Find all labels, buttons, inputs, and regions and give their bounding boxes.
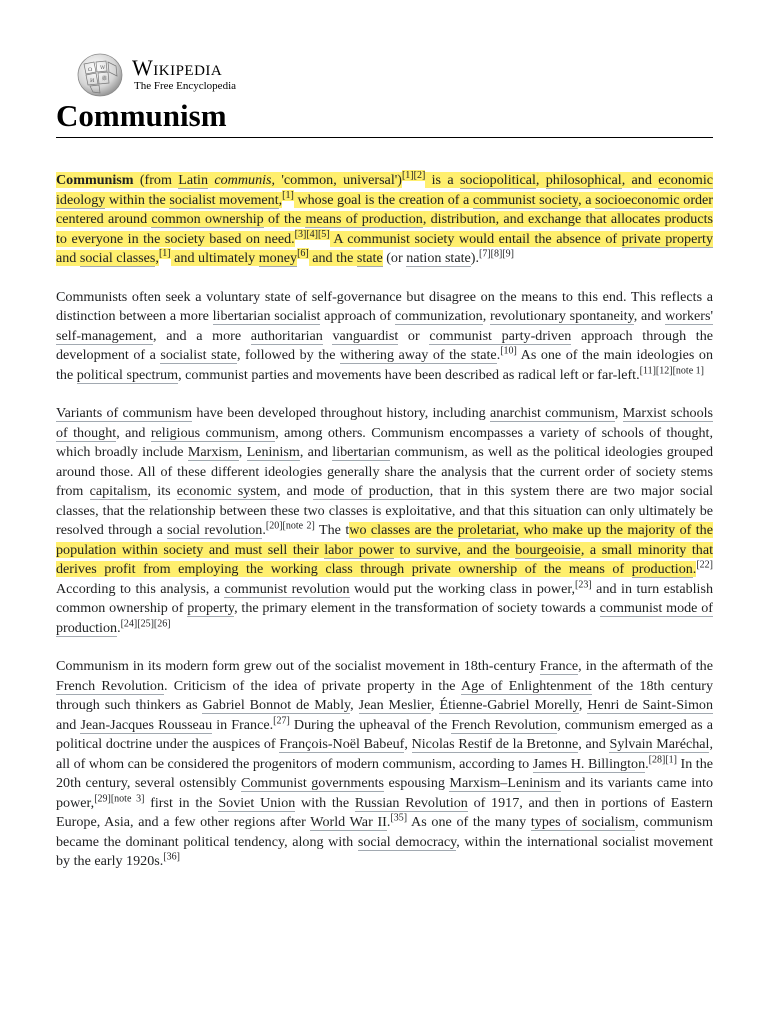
svg-text:И: И: [90, 78, 95, 84]
article-link[interactable]: socialist movement: [169, 191, 279, 208]
article-link[interactable]: labor power: [324, 541, 394, 558]
text-run: ,: [278, 191, 283, 208]
text-run: , and: [276, 483, 314, 499]
article-link[interactable]: communist revolution: [224, 580, 350, 597]
page-title: Communism: [56, 98, 227, 133]
citation[interactable]: [28][1]: [648, 753, 677, 765]
text-run: , and: [633, 308, 666, 324]
title-divider: [56, 137, 713, 138]
text-run: , in the aftermath of the: [578, 658, 713, 674]
article-link[interactable]: Étienne-Gabriel Morelly: [439, 697, 579, 713]
article-link[interactable]: Jean Meslier: [358, 697, 432, 713]
text-run: to survive, and the: [393, 541, 516, 558]
article-link[interactable]: economic: [658, 172, 714, 188]
text-run: communism, as well as the political ideologies grouped around those. All of these different ideologies generally share the analysis that the current order of society stems from: [56, 444, 714, 499]
article-link[interactable]: Henri de Saint-Simon: [587, 697, 714, 713]
text-run: , within the international socialist movement by the early 1920s.: [56, 833, 713, 869]
article-link[interactable]: workers' self-management: [56, 308, 714, 344]
text-run: have been developed throughout history, including: [192, 405, 490, 421]
text-run: wo classes are the: [349, 522, 458, 538]
text-run: of the 18th century through such thinkers as: [56, 677, 714, 713]
article-link[interactable]: types of socialism: [530, 814, 636, 830]
text-run: , followed by the: [236, 347, 341, 363]
article-link[interactable]: philosophical: [545, 172, 622, 188]
text-run: and ultimately: [170, 250, 259, 266]
text-run: within the: [105, 191, 170, 208]
article-link[interactable]: Latin: [178, 172, 209, 188]
text-run: , distribution, and exchange that allocates products to everyone in the society based on need.: [56, 211, 713, 247]
article-link[interactable]: Jean-Jacques Rousseau: [80, 716, 213, 733]
text-run: , that in this system there are two major social classes, that the relationship between these two classes is exploitative, and that this situation can only ultimately be resolved through a: [56, 483, 713, 538]
text-run: , communist parties and movements have been described as radical left or far-left.: [178, 366, 640, 383]
article-link[interactable]: communist society: [472, 191, 579, 208]
text-run: .: [386, 814, 391, 830]
text-run: or: [398, 327, 430, 344]
text-run: (from: [133, 172, 179, 188]
citation[interactable]: [11][12][note 1]: [639, 364, 704, 376]
article-link[interactable]: state: [356, 250, 383, 266]
text-run: is a: [425, 172, 460, 188]
paragraph-2: [56, 288, 713, 386]
svg-text:W: W: [100, 65, 106, 71]
citation[interactable]: [1][2]: [401, 170, 426, 182]
citation[interactable]: [29][note 3]: [94, 792, 145, 804]
article-link[interactable]: social classes: [79, 250, 156, 266]
text-run: , its: [147, 483, 177, 499]
text-run: .: [692, 561, 697, 577]
article-link[interactable]: communist mode of production: [56, 600, 713, 636]
article-link[interactable]: means of production: [305, 211, 423, 227]
article-link[interactable]: Age of Enlightenment: [461, 677, 592, 694]
svg-text:Ω: Ω: [88, 67, 93, 73]
text-run: order centered around: [56, 191, 714, 227]
paragraph-3: [56, 404, 713, 638]
article-link[interactable]: François-Noël Babeuf: [279, 736, 405, 752]
article-link[interactable]: property: [187, 600, 235, 616]
wikipedia-wordmark[interactable]: Wikipedia: [132, 55, 223, 80]
text-run: The t: [314, 522, 350, 538]
text-run: approach of: [320, 308, 396, 324]
text-run: , the primary element in the transformation of society towards a: [234, 600, 600, 616]
text-run: As one of the many: [407, 814, 531, 830]
text-run: whose goal is the creation of a: [293, 191, 473, 208]
citation[interactable]: [36]: [163, 851, 180, 863]
article-link[interactable]: communization: [395, 308, 483, 324]
bold-term: Communism: [56, 172, 134, 188]
text-run: ).: [470, 250, 479, 266]
article-link[interactable]: Communist governments: [240, 775, 385, 791]
article-link[interactable]: Nicolas Restif de la Bretonne: [411, 736, 579, 752]
text-run: , and: [299, 444, 333, 460]
article-link[interactable]: mode of production: [313, 483, 430, 499]
text-run: with the: [295, 794, 355, 811]
text-run: ,: [155, 250, 159, 266]
italic-term: communis: [214, 172, 272, 188]
text-run: .: [496, 347, 501, 363]
text-run: .: [645, 755, 649, 772]
article-link[interactable]: socialist state: [160, 347, 237, 363]
text-run: of 1917, and then in portions of Eastern Europe, Asia, and a few other regions after: [56, 794, 713, 830]
wikipedia-tagline: The Free Encyclopedia: [134, 80, 237, 92]
text-run: espousing: [384, 775, 450, 791]
article-link[interactable]: Russian Revolution: [354, 794, 468, 811]
article-link[interactable]: social revolution: [167, 522, 263, 538]
text-run: would put the working class in power,: [349, 580, 576, 597]
article-link[interactable]: anarchist communism: [490, 405, 615, 421]
article-link[interactable]: private property: [621, 230, 713, 247]
text-run: A communist society would entail the absence of: [329, 230, 622, 247]
citation[interactable]: [7][8][9]: [478, 248, 514, 260]
article-link[interactable]: withering away of the state: [340, 347, 497, 363]
article-link[interactable]: Marxism: [187, 444, 239, 460]
text-run: In the 20th century, several ostensibly: [56, 755, 713, 791]
article-link[interactable]: libertarian: [332, 444, 391, 460]
citation[interactable]: [35]: [390, 812, 408, 824]
text-run: in France.: [212, 716, 274, 733]
article-link[interactable]: Variants of communism: [56, 405, 193, 421]
citation[interactable]: [1]: [158, 248, 171, 260]
text-run: and its variants came into power,: [56, 775, 713, 811]
text-run: , communism became the dominant political tendency, along with: [56, 814, 714, 850]
text-run: . Criticism of the idea of private property in the: [164, 677, 461, 694]
article-link[interactable]: Sylvain Maréchal: [609, 736, 710, 752]
article-link[interactable]: French Revolution: [451, 716, 558, 733]
citation[interactable]: [22]: [696, 559, 713, 571]
text-run: and in turn establish common ownership of: [56, 580, 714, 616]
text-run: ,: [482, 308, 490, 324]
text-run: (or: [382, 250, 407, 266]
citation[interactable]: [27]: [273, 714, 290, 726]
article-link[interactable]: Soviet Union: [218, 794, 296, 811]
article-link[interactable]: World War II: [310, 814, 387, 830]
citation[interactable]: [23]: [575, 578, 592, 590]
article-link[interactable]: James H. Billington: [532, 755, 646, 772]
text-run: ,: [535, 172, 546, 188]
text-run: ,: [578, 697, 588, 713]
text-run: ,: [350, 697, 359, 713]
article-link[interactable]: authoritarian: [250, 327, 323, 344]
article-link[interactable]: religious communism: [150, 424, 276, 441]
article-link[interactable]: socioeconomic: [595, 191, 680, 208]
article-link[interactable]: social democracy: [357, 833, 457, 850]
article-link[interactable]: French Revolution: [56, 677, 165, 694]
citation[interactable]: [10]: [500, 345, 517, 357]
article-link[interactable]: communist party-driven: [429, 327, 572, 344]
citation[interactable]: [6]: [297, 248, 309, 260]
text-run: , and: [578, 736, 610, 752]
text-run: Communism in its modern form grew out of the socialist movement in 18th-century: [56, 658, 540, 674]
text-run: first in the: [144, 794, 219, 811]
text-run: approach through the development of a: [56, 327, 713, 363]
article-link[interactable]: ideology: [56, 191, 106, 208]
text-run: of the: [263, 211, 306, 227]
text-run: Communists often seek a voluntary state of self-governance but disagree on the means to this end. This reflects a distinction between a more: [56, 288, 713, 324]
article-link[interactable]: nation state: [406, 250, 471, 266]
article-link[interactable]: bourgeoisie: [515, 541, 581, 558]
article-link[interactable]: sociopolitical: [459, 172, 536, 188]
article-link[interactable]: Marxist schools of thought: [56, 405, 714, 441]
article-link[interactable]: libertarian socialist: [212, 308, 321, 324]
article-link[interactable]: money: [258, 250, 298, 266]
text-run: .: [262, 522, 266, 538]
text-run: , 'common, universal'): [271, 172, 402, 188]
text-run: ,: [404, 736, 412, 752]
text-run: , and: [621, 172, 659, 188]
citation[interactable]: [3][4][5]: [294, 228, 330, 240]
text-run: , and: [116, 424, 151, 441]
text-run: ,: [238, 444, 247, 460]
article-link[interactable]: common ownership: [151, 211, 264, 227]
text-run: ,: [614, 405, 623, 421]
text-run: , a: [578, 191, 596, 208]
citation[interactable]: [24][25][26]: [120, 617, 171, 629]
text-run: , communism emerged as a political doctrine under the auspices of: [56, 716, 713, 752]
article-link[interactable]: economic system: [176, 483, 277, 499]
wikipedia-globe-icon[interactable]: [74, 52, 126, 98]
article-link[interactable]: Gabriel Bonnot de Mably: [202, 697, 351, 713]
text-run: , and a more: [153, 327, 251, 344]
article-link[interactable]: Leninism: [246, 444, 300, 460]
citation[interactable]: [1]: [282, 189, 294, 201]
text-run: ,: [431, 697, 440, 713]
article-link[interactable]: capitalism: [89, 483, 148, 499]
article-link[interactable]: political spectrum: [76, 366, 179, 383]
site-header: [74, 52, 474, 98]
text-run: During the upheaval of the: [289, 716, 452, 733]
article-body: [56, 171, 713, 891]
text-run: and: [56, 250, 80, 266]
article-link[interactable]: revolutionary spontaneity: [490, 308, 634, 324]
text-run: , among others. Communism encompasses a variety of schools of thought, which broadly include: [56, 424, 713, 460]
text-run: , a small minority that derives profit from employing the working class through private ownership of the means of: [56, 541, 714, 577]
text-run: As one of the main ideologies on the: [56, 347, 714, 383]
paragraph-1: [56, 171, 713, 269]
citation[interactable]: [20][note 2]: [265, 520, 315, 532]
text-run: and the: [308, 250, 357, 266]
text-run: According to this analysis, a: [56, 580, 225, 597]
article-link[interactable]: Marxism–Leninism: [449, 775, 561, 791]
article-link[interactable]: production: [631, 561, 693, 577]
text-run: .: [117, 619, 121, 636]
article-link[interactable]: proletariat: [457, 522, 516, 538]
text-run: , who make up the majority of the population within society and must sell their: [56, 522, 713, 558]
svg-text:維: 維: [102, 76, 108, 82]
article-link[interactable]: vanguardist: [332, 327, 399, 344]
article-link[interactable]: France: [539, 658, 579, 674]
paragraph-4: [56, 657, 713, 872]
text-run: and: [56, 716, 81, 733]
text-run: , all of whom can be considered the progenitors of modern communism, according to: [56, 736, 713, 772]
